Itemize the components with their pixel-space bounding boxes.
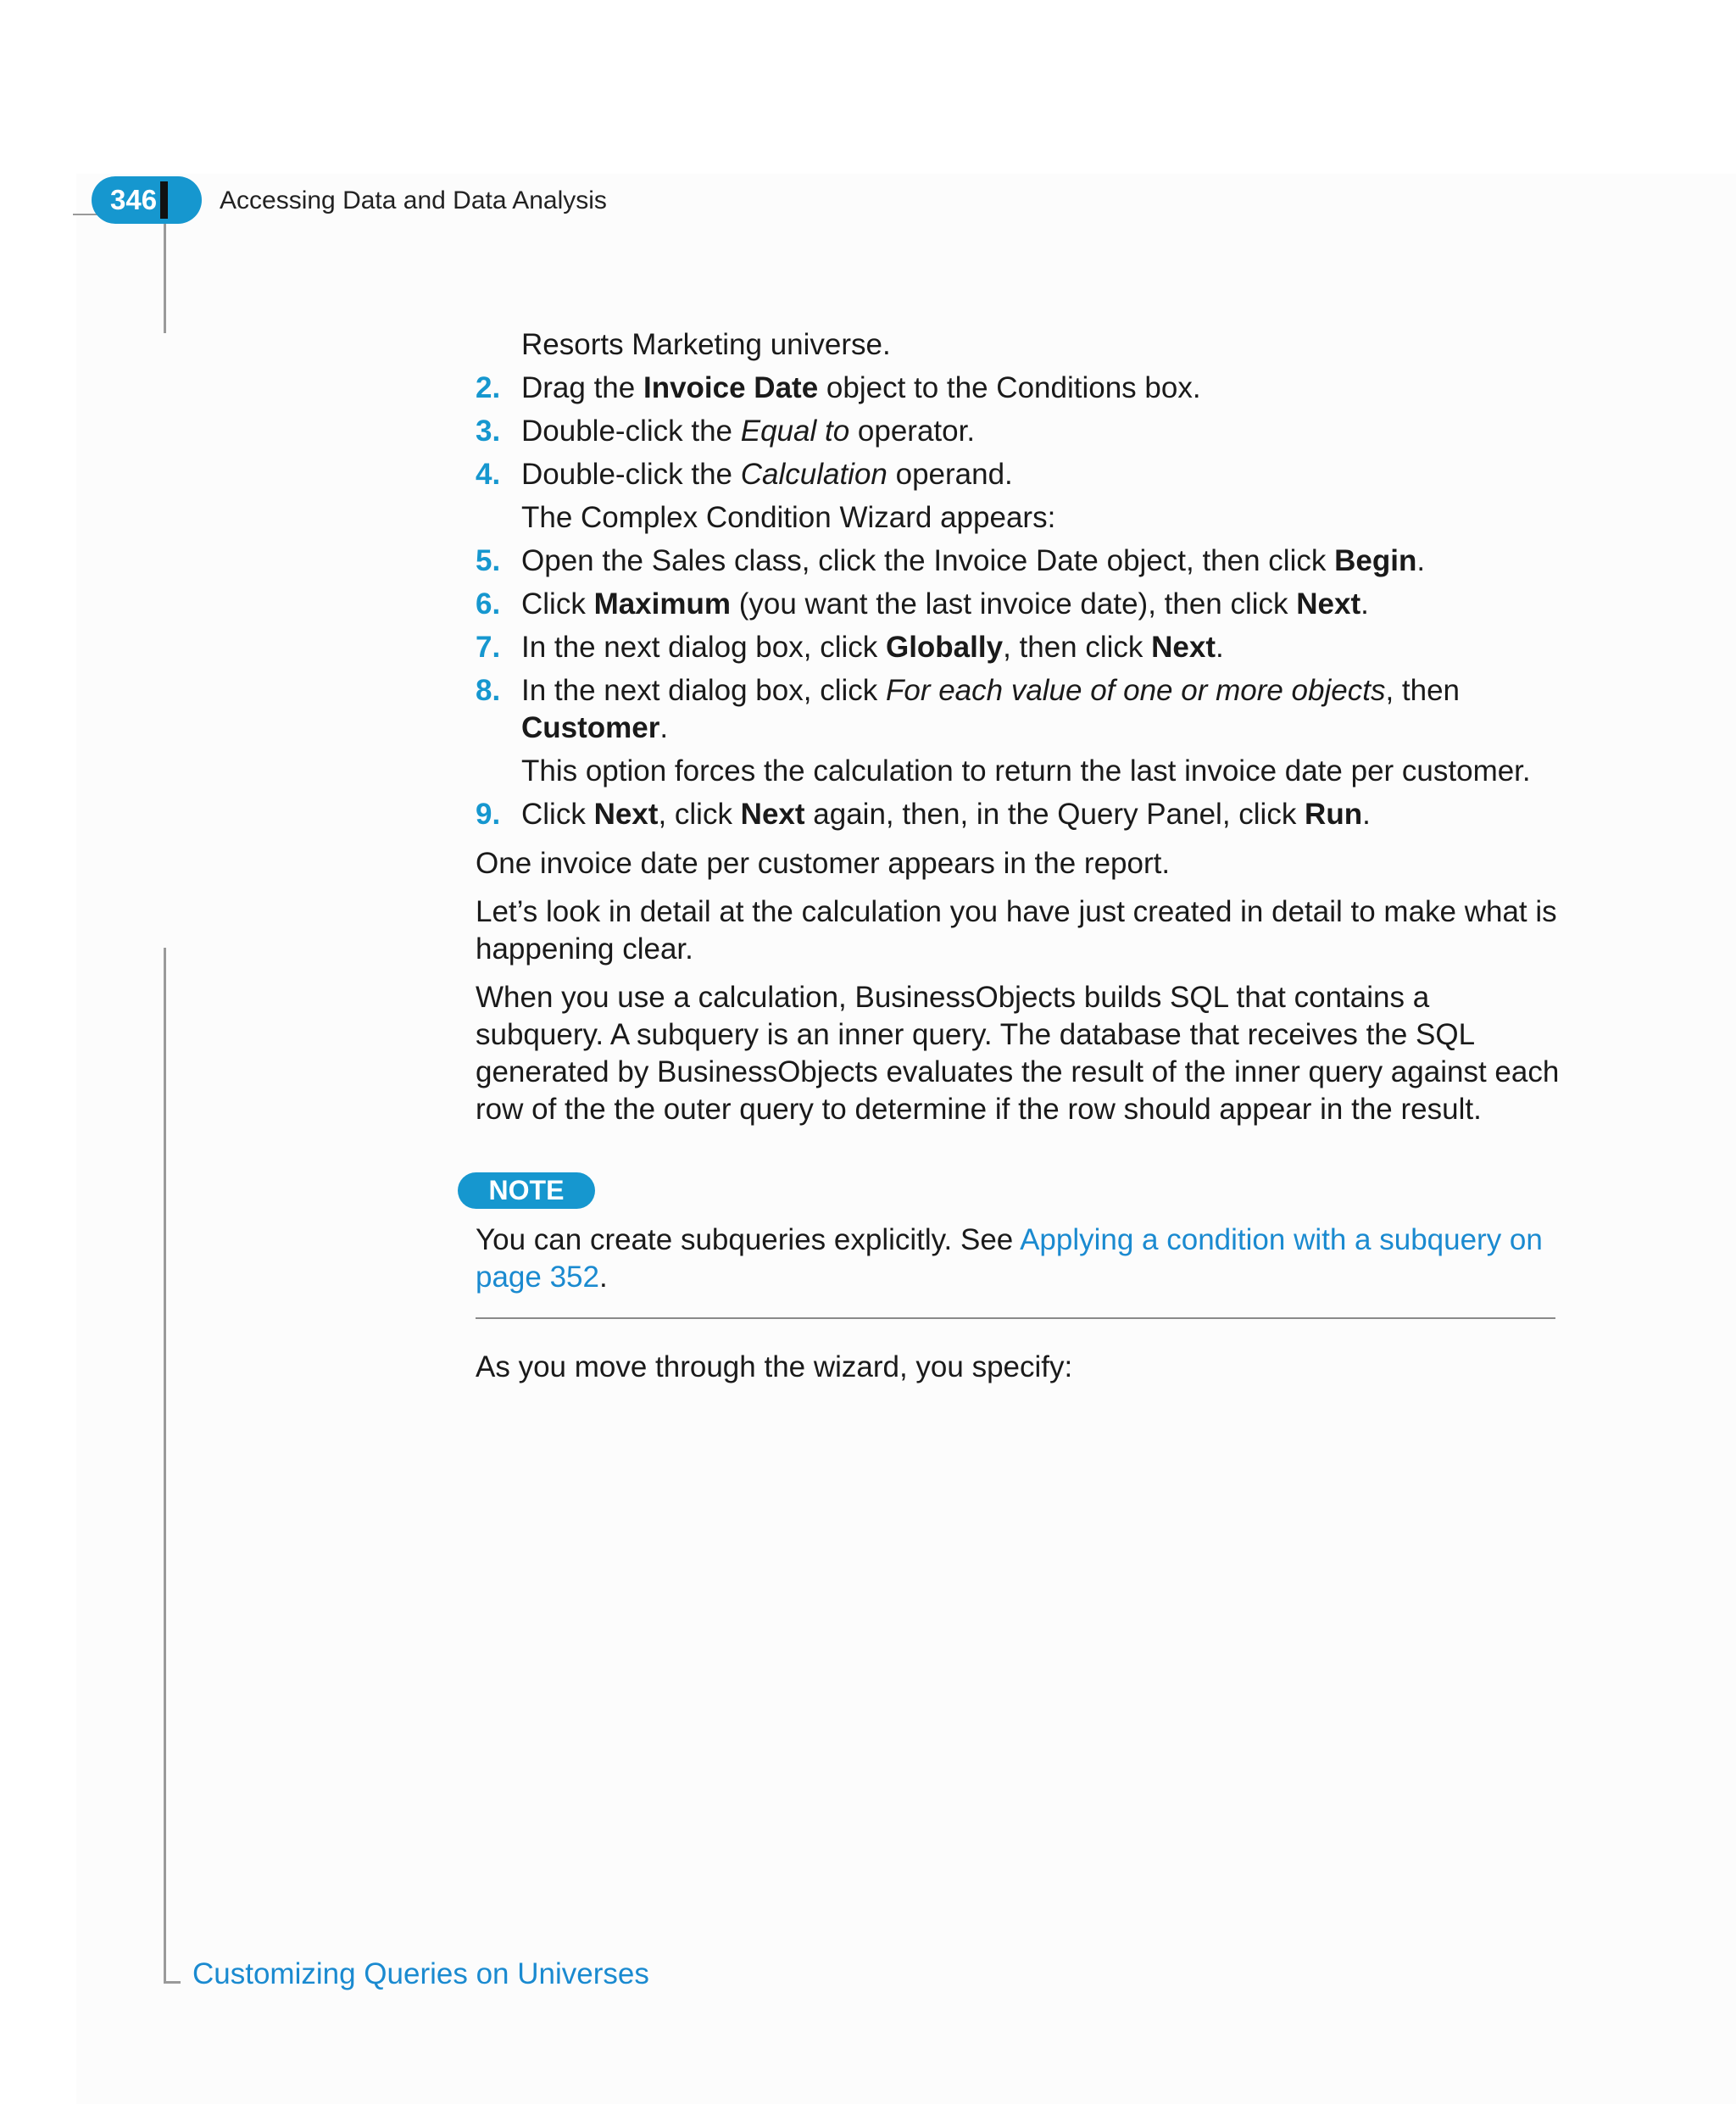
step-8: 8. In the next dialog box, click For each value of one or more objects, then Customer. <box>476 674 1461 744</box>
step-4: 4. Double-click the Calculation operand. <box>476 456 1561 493</box>
step-7: 7. In the next dialog box, click Globally, then click Next. <box>476 629 1561 666</box>
main-content <box>476 326 1561 1139</box>
step-9: 9. Click Next, click Next again, then, in the Query Panel, click Run. <box>476 796 1561 833</box>
body-paragraph: One invoice date per customer appears in the report. <box>476 847 1171 880</box>
step-number: 9. <box>476 798 501 831</box>
note-label: NOTE <box>458 1172 595 1209</box>
body-paragraph: When you use a calculation, BusinessObjects builds SQL that contains a subquery. A subquery is an inner query. The database that receives the SQL generated by BusinessObjects evaluates the result of the inner query against each row of the the outer query to determine if the row should appear in the result. <box>476 981 1560 1126</box>
step-6: 6. Click Maximum (you want the last invoice date), then click Next. <box>476 586 1561 623</box>
note-text: You can create subqueries explicitly. See Applying a condition with a subquery on page 352. <box>476 1223 1543 1294</box>
step-2: 2. Drag the Invoice Date object to the Conditions box. <box>476 370 1561 407</box>
step-number: 2. <box>476 371 501 404</box>
page-number: 346 <box>110 184 158 215</box>
section-title: Accessing Data and Data Analysis <box>220 186 607 214</box>
margin-line-bottom <box>164 948 166 1984</box>
step-3: 3. Double-click the Equal to operator. <box>476 413 1561 450</box>
footer-chapter-link: Customizing Queries on Universes <box>192 1957 649 1990</box>
closing-paragraph: As you move through the wizard, you specify: <box>476 1350 1073 1383</box>
step-8-note: This option forces the calculation to return the last invoice date per customer. <box>521 754 1531 788</box>
step-number: 4. <box>476 458 501 491</box>
step-number: 7. <box>476 631 501 664</box>
step-5: 5. Open the Sales class, click the Invoice Date object, then click Begin. <box>476 543 1561 580</box>
step-4-note: The Complex Condition Wizard appears: <box>521 501 1056 534</box>
note-link[interactable]: Applying a condition with a subquery on page 352 <box>476 1223 1543 1294</box>
step-number: 3. <box>476 415 501 448</box>
step-number: 8. <box>476 674 501 707</box>
step-number: 5. <box>476 544 501 577</box>
note-divider <box>476 1317 1555 1319</box>
margin-line-tick <box>164 1981 181 1984</box>
step-number: 6. <box>476 587 501 621</box>
step-continuation: Resorts Marketing universe. <box>521 328 891 361</box>
page-number-bar <box>160 181 168 219</box>
body-paragraph: Let’s look in detail at the calculation you have just created in detail to make what is happening clear. <box>476 895 1557 966</box>
